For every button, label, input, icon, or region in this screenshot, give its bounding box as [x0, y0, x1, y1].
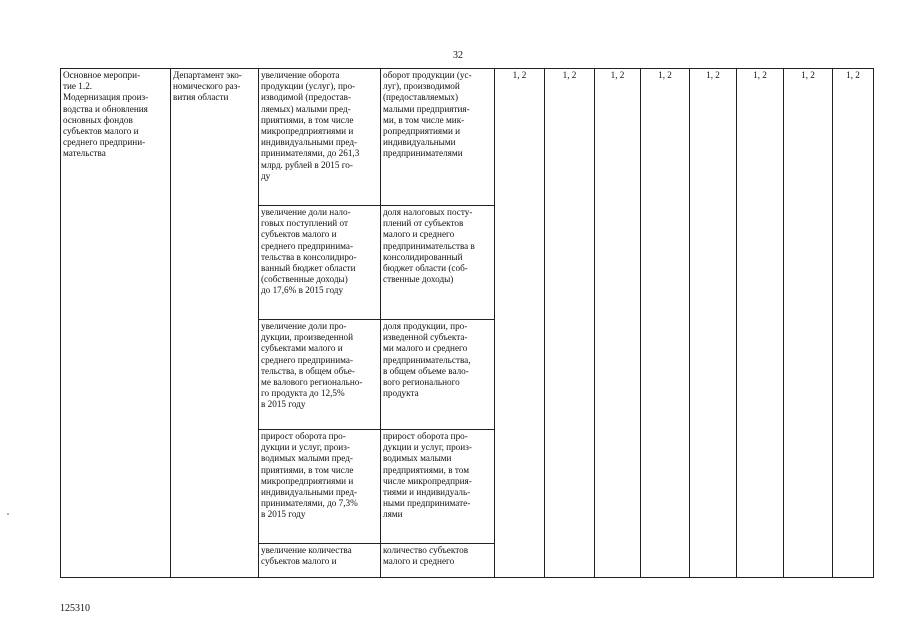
table-row [61, 69, 874, 206]
page-number: 32 [453, 50, 463, 61]
value-cell: 1, 2 [545, 69, 595, 578]
value-cell: 1, 2 [833, 69, 874, 578]
document-code: 125310 [60, 603, 90, 614]
indicator-cell: оборот продукции (ус- луг), производимой (предоставляемых) малыми предприятия- ми, в том числе мик- ропредприятиями и индивидуальными предпринимателями [381, 69, 495, 206]
result-cell: увеличение доли про- дукции, произведенной субъектами малого и среднего предпринима- тельства, в общем объе- ме валового регионально- го продукта до 12,5% в 2015 году [259, 320, 381, 430]
program-table [60, 68, 874, 578]
value-cell: 1, 2 [641, 69, 690, 578]
result-cell: увеличение оборота продукции (услуг), про- изводимой (предостав- ляемых) малыми пред- приятиями, в том числе микропредприятиями и индивидуальными пред- принимателями, до 261,3 млрд. рублей в 2015 го- ду [259, 69, 381, 206]
indicator-cell: прирост оборота про- дукции и услуг, произ- водимых малыми предприятиями, в том числе микропредприя- тиями и индивидуаль- ными предпринимате- лями [381, 430, 495, 544]
measure-cell: Основное меропри- тие 1.2. Модернизация произ- водства и обновления основных фондов субъектов малого и среднего предприни- мательства [61, 69, 171, 578]
result-cell: прирост оборота про- дукции и услуг, произ- водимых малыми пред- приятиями, в том числе микропредприятиями и индивидуальными пред- принимателями, до 7,3% в 2015 году [259, 430, 381, 544]
result-cell: увеличение количества субъектов малого и [259, 544, 381, 578]
value-cell: 1, 2 [595, 69, 641, 578]
scan-speck [7, 513, 9, 515]
value-cell: 1, 2 [690, 69, 737, 578]
indicator-cell: количество субъектов малого и среднего [381, 544, 495, 578]
executor-cell: Департамент эко- номического раз- вития области [171, 69, 259, 578]
value-cell: 1, 2 [495, 69, 545, 578]
indicator-cell: доля налоговых посту- плений от субъектов малого и среднего предпринимательства в консолидированный бюджет области (соб- ственные доходы) [381, 206, 495, 320]
value-cell: 1, 2 [737, 69, 784, 578]
result-cell: увеличение доли нало- говых поступлений от субъектов малого и среднего предпринима- тельства в консолидиро- ванный бюджет области (собственные доходы) до 17,6% в 2015 году [259, 206, 381, 320]
value-cell: 1, 2 [784, 69, 833, 578]
indicator-cell: доля продукции, про- изведенной субъекта- ми малого и среднего предпринимательства, в общем объеме вало- вого регионального продукта [381, 320, 495, 430]
